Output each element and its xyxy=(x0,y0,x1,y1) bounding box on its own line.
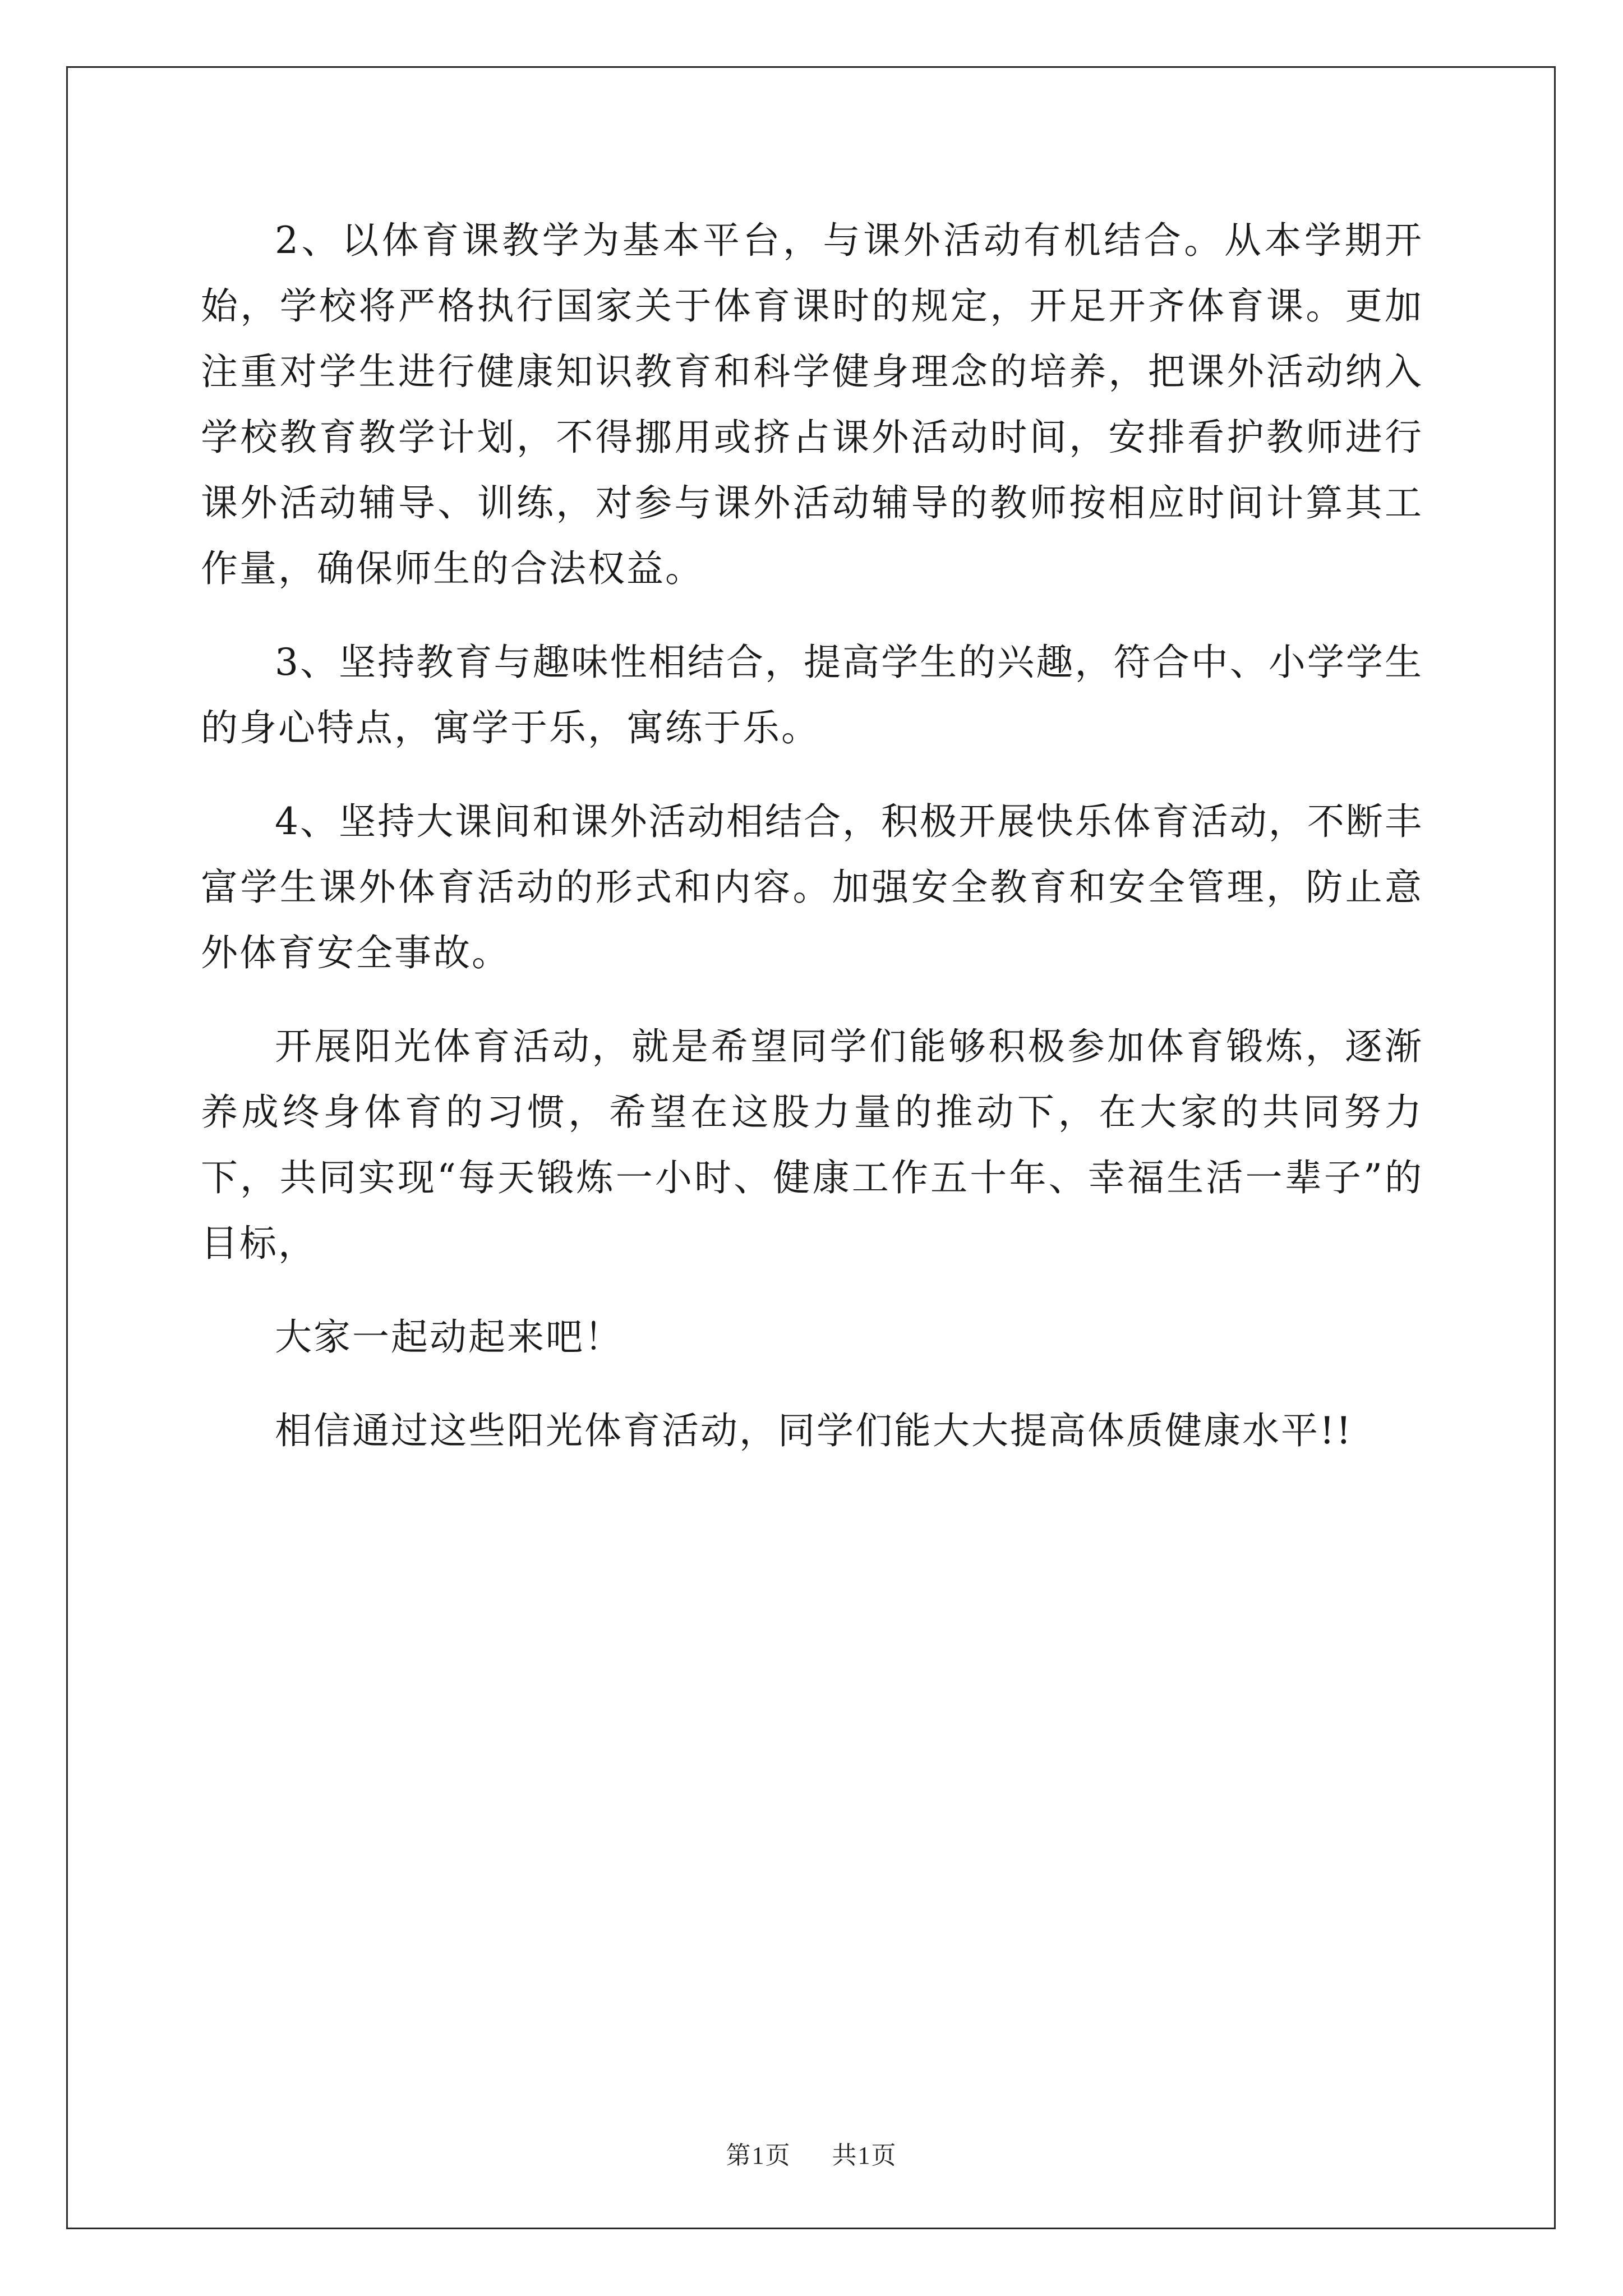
page-number-total: 共1页 xyxy=(832,2142,897,2169)
paragraph-call-to-action: 大家一起动起来吧！ xyxy=(275,1315,623,1359)
paragraph-item-4: 4、坚持大课间和课外活动相结合，积极开展快乐体育活动，不断丰富学生课外体育活动的形式和内容。加强安全教育和安全管理，防止意外体育安全事故。 xyxy=(201,800,1423,974)
paragraph-item-2: 2、以体育课教学为基本平台，与课外活动有机结合。从本学期开始，学校将严格执行国家关于体育课时的规定，开足开齐体育课。更加注重对学生进行健康知识教育和科学健身理念的培养，把课外活动纳入学校教育教学计划，不得挪用或挤占课外活动时间，安排看护教师进行课外活动辅导、训练，对参与课外活动辅导的教师按相应时间计算其工作量，确保师生的合法权益。 xyxy=(201,219,1423,590)
paragraph-closing: 相信通过这些阳光体育活动，同学们能大大提高体质健康水平!! xyxy=(275,1409,1353,1452)
page-number-current: 第1页 xyxy=(726,2142,791,2169)
page-footer xyxy=(0,2135,1623,2171)
paragraph-item-3: 3、坚持教育与趣味性相结合，提高学生的兴趣，符合中、小学学生的身心特点，寓学于乐，寓练于乐。 xyxy=(201,641,1423,749)
document-body xyxy=(201,208,1423,1464)
paragraph-sunshine-sports: 开展阳光体育活动，就是希望同学们能够积极参加体育锻炼，逐渐养成终身体育的习惯，希望在这股力量的推动下，在大家的共同努力下，共同实现“每天锻炼一小时、健康工作五十年、幸福生活一辈子”的目标， xyxy=(201,1025,1423,1265)
